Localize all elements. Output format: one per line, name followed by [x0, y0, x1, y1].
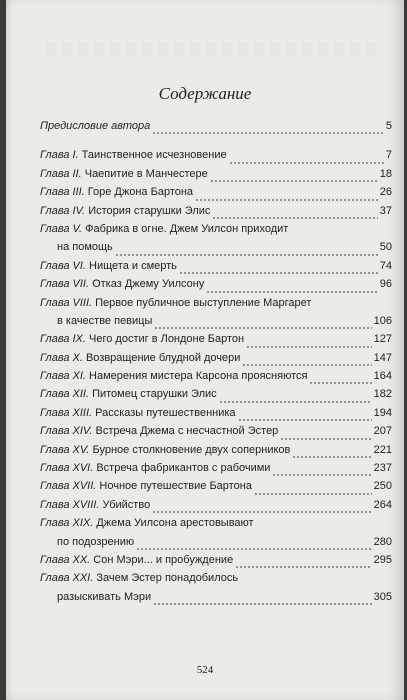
dot-leader — [254, 492, 372, 496]
chapter-title: Зачем Эстер понадобилось — [96, 572, 239, 585]
chapter-title: Отказ Джему Уилсону — [92, 278, 205, 291]
toc-entry — [40, 352, 392, 370]
toc-entry — [40, 444, 392, 462]
chapter-list — [40, 149, 392, 609]
toc-entry — [40, 149, 392, 167]
dot-leader — [210, 179, 378, 183]
toc-entry — [40, 554, 392, 572]
chapter-label: Глава IX. — [40, 333, 86, 346]
page-number: 305 — [373, 590, 392, 603]
chapter-label: Глава XI. — [40, 370, 86, 383]
toc-entry — [40, 168, 392, 186]
page-number: 295 — [373, 553, 392, 566]
chapter-title: Встреча Джема с несчастной Эстер — [95, 425, 279, 438]
dot-leader — [309, 381, 371, 385]
toc-entry — [40, 205, 392, 223]
toc-entry — [40, 572, 392, 590]
page-number: 74 — [379, 259, 392, 272]
toc-entry-preface — [40, 120, 392, 138]
toc-entry-continuation — [40, 536, 392, 554]
toc-entry — [40, 333, 392, 351]
toc-entry — [40, 260, 392, 278]
chapter-title: Встреча фабрикантов с рабочими — [96, 462, 271, 475]
toc-entry-continuation — [40, 241, 392, 259]
folio: 524 — [196, 664, 214, 676]
dot-leader — [219, 400, 372, 404]
page-number: 147 — [373, 351, 392, 364]
chapter-title: Убийство — [102, 498, 151, 511]
page-number: 164 — [373, 370, 392, 383]
dot-leader — [195, 198, 378, 202]
dot-leader — [153, 602, 372, 606]
toc-entry-continuation — [40, 315, 392, 333]
page-number: 264 — [373, 498, 392, 511]
dot-leader — [292, 455, 371, 459]
chapter-title: Рассказы путешественника — [95, 406, 236, 419]
dot-leader — [242, 363, 371, 367]
page-number: 18 — [379, 167, 392, 180]
chapter-label: Глава XII. — [40, 388, 90, 401]
chapter-title: Таинственное исчезновение — [81, 149, 227, 162]
page-number: 207 — [373, 425, 392, 438]
dot-leader — [212, 216, 377, 220]
page-number: 106 — [373, 314, 392, 327]
book-page — [6, 0, 404, 700]
dot-leader — [238, 418, 372, 422]
chapter-label: Глава V. — [40, 222, 83, 235]
chapter-label: Глава IV. — [40, 204, 86, 217]
dot-leader — [229, 161, 384, 165]
page-number: 194 — [373, 406, 392, 419]
chapter-title-continued: разыскивать Мэри — [57, 590, 152, 603]
chapter-title-continued: по подозрению — [57, 535, 135, 548]
dot-leader — [136, 547, 372, 551]
toc-entry — [40, 297, 392, 315]
chapter-label: Глава XXI. — [40, 572, 94, 585]
page-title: Содержание — [158, 84, 252, 103]
page-number: 221 — [373, 443, 392, 456]
page-number: 127 — [373, 333, 392, 346]
toc-entry — [40, 278, 392, 296]
toc-entry — [40, 388, 392, 406]
toc-entry — [40, 517, 392, 535]
chapter-label: Глава II. — [40, 167, 82, 180]
toc-entry — [40, 499, 392, 517]
toc-entry — [40, 370, 392, 388]
chapter-title: Бурное столкновение двух соперников — [92, 443, 291, 456]
chapter-label: Глава XIV. — [40, 425, 93, 438]
dot-leader — [246, 345, 372, 349]
toc-entry — [40, 407, 392, 425]
dot-leader — [115, 253, 378, 257]
page-number: 250 — [373, 480, 392, 493]
chapter-label: Глава XV. — [40, 443, 90, 456]
chapter-title-continued: в качестве певицы — [57, 314, 153, 327]
dot-leader — [272, 473, 371, 477]
chapter-title: Первое публичное выступление Маргарет — [95, 296, 312, 309]
chapter-title-continued: на помощь — [57, 241, 113, 254]
chapter-label: Глава VII. — [40, 278, 90, 291]
table-of-contents — [40, 120, 392, 609]
dot-leader — [235, 565, 371, 569]
toc-entry — [40, 480, 392, 498]
chapter-label: Глава III. — [40, 186, 85, 199]
chapter-title: Нищета и смерть — [89, 259, 177, 272]
preface-title: Предисловие автора — [40, 120, 151, 132]
page-number: 37 — [379, 204, 392, 217]
chapter-title: Фабрика в огне. Джем Уилсон приходит — [85, 222, 289, 235]
chapter-title: Чего достиг в Лондоне Бартон — [89, 333, 245, 346]
chapter-title: Джема Уилсона арестовывают — [96, 517, 254, 530]
toc-entry-continuation — [40, 591, 392, 609]
chapter-label: Глава XIII. — [40, 406, 93, 419]
chapter-title: Чаепитие в Манчестере — [84, 167, 208, 180]
chapter-title: Сон Мэри... и пробуждение — [93, 553, 234, 566]
page-number: 5 — [385, 120, 392, 132]
chapter-label: Глава XX. — [40, 553, 91, 566]
toc-entry — [40, 223, 392, 241]
chapter-label: Глава XVI. — [40, 462, 94, 475]
toc-entry — [40, 186, 392, 204]
dot-leader — [280, 437, 371, 441]
chapter-title: Возвращение блудной дочери — [85, 351, 241, 364]
chapter-title: Горе Джона Бартона — [87, 186, 194, 199]
dot-leader — [154, 326, 371, 330]
page-number: 26 — [379, 186, 392, 199]
page-number: 237 — [373, 462, 392, 475]
chapter-label: Глава I. — [40, 149, 79, 162]
page-number: 7 — [385, 149, 392, 162]
chapter-label: Глава X. — [40, 351, 83, 364]
chapter-title: Питомец старушки Элис — [92, 388, 217, 401]
chapter-title: Ночное путешествие Бартона — [99, 480, 252, 493]
page-number: 96 — [379, 278, 392, 291]
bleed-through — [46, 42, 382, 56]
page-number: 280 — [373, 535, 392, 548]
page-number: 50 — [379, 241, 392, 254]
dot-leader — [152, 510, 371, 514]
dot-leader — [179, 271, 378, 275]
chapter-label: Глава XVIII. — [40, 498, 100, 511]
chapter-label: Глава VIII. — [40, 296, 93, 309]
dot-leader — [152, 131, 384, 135]
chapter-label: Глава XVII. — [40, 480, 97, 493]
page-number: 182 — [373, 388, 392, 401]
toc-entry — [40, 462, 392, 480]
toc-entry — [40, 425, 392, 443]
dot-leader — [206, 290, 377, 294]
chapter-title: Намерения мистера Карсона проясняются — [89, 370, 308, 383]
chapter-label: Глава VI. — [40, 259, 86, 272]
chapter-label: Глава XIX. — [40, 517, 94, 530]
chapter-title: История старушки Элис — [88, 204, 211, 217]
